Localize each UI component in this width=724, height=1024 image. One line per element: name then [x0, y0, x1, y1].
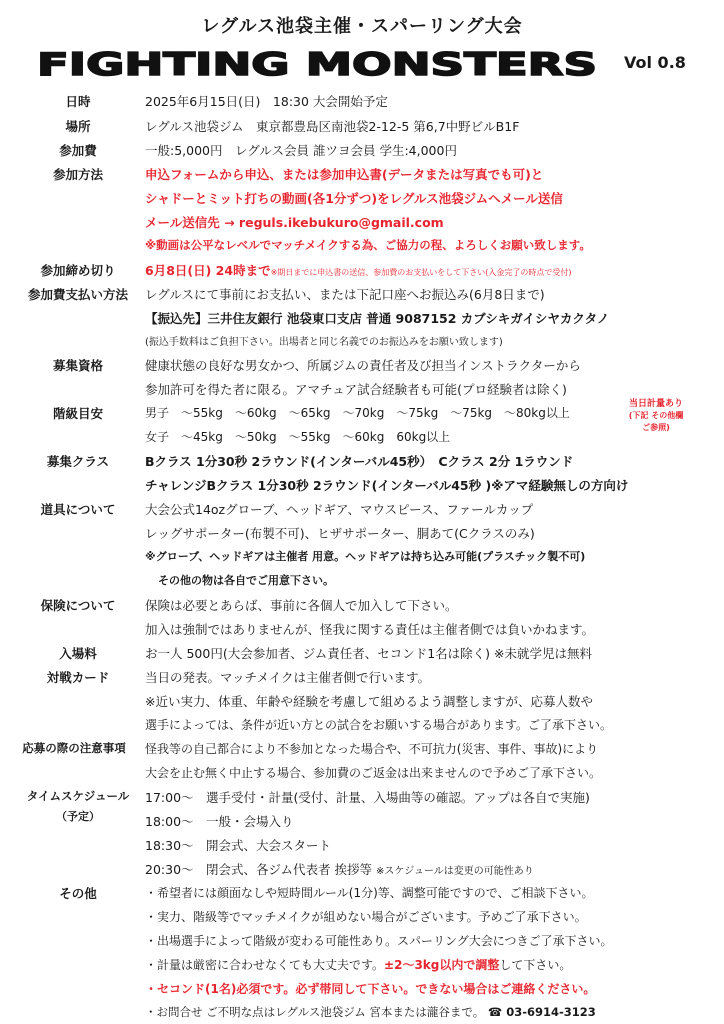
label-weight: 階級目安	[52, 406, 103, 421]
weigh-in-note-1: 当日計量あり	[628, 399, 683, 409]
other-item-6-text: ・お問合せ ご不明な点はレグルス池袋ジム 宮本または瀧谷まで。	[145, 1005, 485, 1019]
schedule-row	[145, 860, 534, 878]
weight-male: 男子 ～55kg ～60kg ～65kg ～70kg ～75kg ～75kg ～80kg以上	[145, 406, 570, 420]
other-item-2: ・実力、階級等でマッチメイクが組めない場合がございます。予めご了承下さい。	[145, 910, 587, 924]
schedule-row	[145, 788, 590, 806]
insurance-line-2: 加入は強制ではありませんが、怪我に関する責任は主催者側では負いかねます。	[145, 622, 595, 637]
volume-label: Vol 0.8	[624, 53, 686, 72]
payment-line-1: レグルスにて事前にお支払い、または下記口座へお振込み(6月8日まで)	[145, 287, 545, 302]
method-line-1: 申込フォームから申込、または参加申込書(データまたは写真でも可)と	[145, 167, 544, 182]
payment-note: (振込手数料はご負担下さい。出場者と同じ名義でのお振込みをお願い致します)	[145, 337, 503, 348]
deadline-line	[145, 261, 572, 279]
schedule-note: ※スケジュールは変更の可能性あり	[376, 866, 534, 877]
other-item-4-highlight: ±2～3kg以内で調整	[384, 958, 500, 972]
schedule-text: 選手受付・計量(受付、計量、入場曲等の確認。アップは各自で実施)	[206, 790, 590, 805]
label-method: 参加方法	[52, 167, 103, 182]
schedule-time: 18:00～	[145, 814, 194, 829]
caution-line-1: 怪我等の自己都合により不参加となった場合や、不可抗力(災害、事件、事故)により	[145, 742, 599, 756]
label-admission: 入場料	[59, 646, 97, 661]
payment-bank: 【振込先】三井住友銀行 池袋東口支店 普通 9087152 カブシキガイシヤカクタノ	[145, 311, 610, 326]
card-line-1: 当日の発表。マッチメイクは主催者側で行います。	[145, 670, 431, 685]
schedule-text: 閉会式、各ジム代表者 挨拶等	[206, 862, 373, 877]
schedule-time: 18:30～	[145, 838, 194, 853]
gear-note-1: ※グローブ、ヘッドギアは主催者 用意。ヘッドギアは持ち込み可能(プラスチック製不可)	[145, 550, 586, 563]
weight-female: 女子 ～45kg ～50kg ～55kg ～60kg 60kg以上	[145, 430, 451, 444]
gear-line-1: 大会公式14ozグローブ、ヘッドギア、マウスピース、ファールカップ	[145, 502, 534, 517]
label-fee: 参加費	[59, 143, 97, 158]
method-line-2: シャドーとミット打ちの動画(各1分ずつ)をレグルス池袋ジムへメール送信	[145, 191, 563, 206]
deadline-note: ※期日までに申込書の送信、参加費のお支払いをして下さい(入金完了の時点で受付)	[270, 268, 572, 277]
label-payment: 参加費支払い方法	[27, 287, 128, 302]
label-place: 場所	[65, 119, 91, 134]
logo-text: FIGHTING MONSTERS	[37, 47, 597, 81]
schedule-text: 一般・会場入り	[206, 814, 294, 829]
label-insurance: 保険について	[40, 598, 116, 613]
other-item-4-c: して下さい。	[499, 958, 572, 972]
other-item-3: ・出場選手によって階級が変わる可能性あり。スパーリング大会につきご了承下さい。	[145, 934, 613, 948]
other-item-6	[145, 1004, 596, 1020]
date-value: 2025年6月15日(日) 18:30 大会開始予定	[145, 94, 388, 109]
label-gear: 道具について	[40, 502, 116, 517]
label-date: 日時	[65, 94, 91, 109]
other-item-5: ・セコンド(1名)必須です。必ず帯同して下さい。できない場合はご連絡ください。	[145, 982, 596, 996]
fee-value: 一般:5,000円 レグルス会員 誰ツヨ会員 学生:4,000円	[145, 143, 457, 158]
label-deadline: 参加締め切り	[40, 263, 116, 278]
schedule-row	[145, 836, 331, 854]
weigh-in-note-2: (下記 その他欄	[628, 411, 684, 420]
other-item-1: ・希望者には顔面なしや短時間ルール(1分)等、調整可能ですので、ご相談下さい。	[145, 886, 594, 900]
place-value: レグルス池袋ジム 東京都豊島区南池袋2-12-5 第6,7中野ビルB1F	[145, 119, 520, 134]
deadline-date: 6月8日(日) 24時まで	[145, 263, 271, 278]
event-subtitle: レグルス池袋主催・スパーリング大会	[201, 16, 523, 37]
phone-number[interactable]: ☎ 03-6914-3123	[487, 1005, 596, 1019]
label-eligibility: 募集資格	[52, 358, 103, 373]
eligibility-line-1: 健康状態の良好な男女かつ、所属ジムの責任者及び担当インストラクターから	[145, 358, 581, 373]
schedule-time: 17:00～	[145, 790, 194, 805]
card-line-2: ※近い実力、体重、年齢や経験を考慮して組めるよう調整しますが、応募人数や	[145, 694, 593, 709]
label-other: その他	[59, 886, 97, 901]
caution-line-2: 大会を止む無く中止する場合、参加費のご返金は出来ませんので予めご了承下さい。	[145, 766, 602, 780]
insurance-line-1: 保険は必要とあらば、事前に各個人で加入して下さい。	[145, 598, 458, 613]
label-schedule-sub: （予定）	[56, 810, 100, 823]
gear-line-2: レッグサポーター(布製不可)、ヒザサポーター、胴あて(Cクラスのみ)	[145, 526, 535, 541]
method-email-line[interactable]: メール送信先 → reguls.ikebukuro@gmail.com	[145, 215, 444, 230]
fighting-monsters-logo	[34, 47, 600, 81]
label-caution: 応募の際の注意事項	[22, 741, 126, 755]
schedule-text: 開会式、大会スタート	[206, 838, 332, 853]
label-card: 対戦カード	[46, 670, 110, 685]
label-class: 募集クラス	[46, 454, 110, 469]
method-note: ※動画は公平なレベルでマッチメイクする為、ご協力の程、よろしくお願い致します。	[145, 238, 591, 252]
weigh-in-note-3: ご参照)	[642, 423, 670, 432]
admission-value: お一人 500円(大会参加者、ジム責任者、セコンド1名は除く) ※未就学児は無料	[145, 646, 592, 661]
other-item-4	[145, 956, 571, 973]
gear-note-2: その他の物は各自でご用意下さい。	[158, 574, 334, 587]
label-schedule: タイムスケジュール	[26, 789, 130, 803]
card-line-3: 選手によっては、条件が近い方との試合をお願いする場合があります。ご了承下さい。	[145, 718, 613, 732]
class-line-1: Bクラス 1分30秒 2ラウンド(インターバル45秒） Cクラス 2分 1ラウンド	[145, 454, 574, 469]
class-line-2: チャレンジBクラス 1分30秒 2ラウンド(インターバル45秒 )※アマ経験無しの方向け	[145, 478, 629, 493]
schedule-row	[145, 812, 294, 830]
schedule-time: 20:30～	[145, 862, 194, 877]
eligibility-line-2: 参加許可を得た者に限る。アマチュア試合経験者も可能(プロ経験者は除く)	[145, 382, 567, 397]
other-item-4-a: ・計量は厳密に合わせなくても大丈夫です。	[145, 958, 385, 972]
